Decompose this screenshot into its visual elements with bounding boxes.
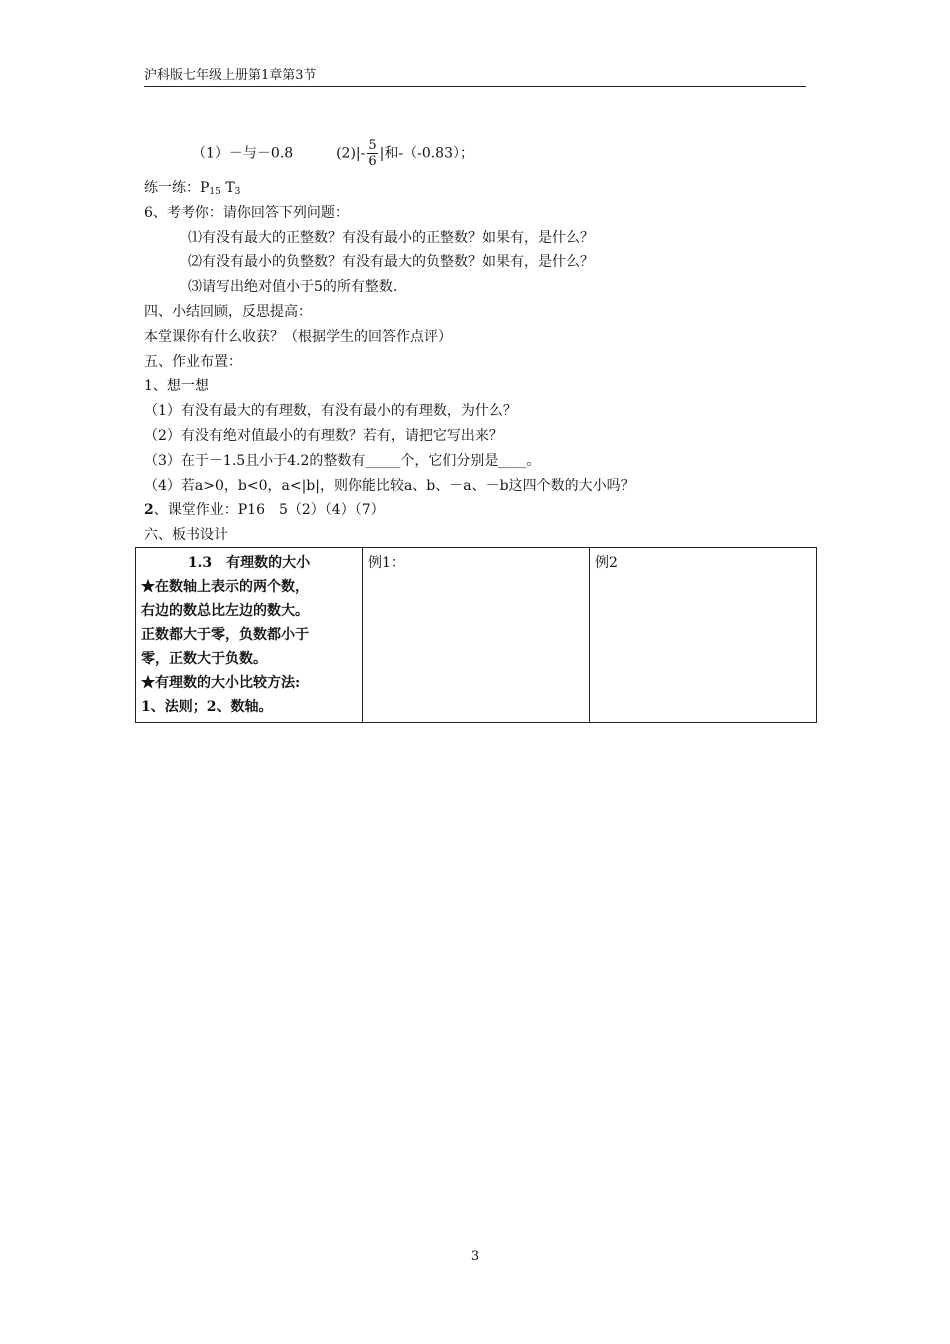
board-line-5: ★有理数的大小比较方法:	[141, 675, 301, 691]
example-part1: （1）－与－0.8	[192, 145, 294, 162]
homework-item-4: （4）若a>0，b<0，a<|b|，则你能比较a、b、－a、－b这四个数的大小吗？	[144, 478, 635, 494]
board-col2-title: 例1：	[368, 555, 405, 571]
board-col-example-2	[590, 548, 817, 723]
homework-item-3: （3）在于－1.5且小于4.2的整数有_____个，它们分别是____。	[144, 453, 541, 469]
think-title: 1、想一想	[144, 378, 209, 394]
fraction	[367, 138, 377, 169]
summary-title: 四、小结回顾，反思提高：	[144, 304, 312, 320]
practice-sub1: 15	[209, 187, 221, 197]
q6-item-2: ⑵有没有最小的负整数？有没有最大的负整数？如果有，是什么？	[188, 254, 594, 270]
q6-item-3: ⑶请写出绝对值小于5的所有整数.	[188, 279, 398, 295]
board-line-2: 右边的数总比左边的数大。	[141, 603, 309, 619]
fraction-denominator: 6	[368, 154, 377, 169]
header-text: 沪科版七年级上册第1章第3节	[144, 68, 317, 83]
board-col-summary	[136, 548, 363, 723]
practice-sub2: 3	[234, 187, 241, 197]
class-work-text: 、课堂作业：P16 5（2）（4）（7）	[153, 502, 385, 518]
homework-item-2: （2）有没有绝对值最小的有理数？若有，请把它写出来？	[144, 428, 503, 444]
class-work-num: 2	[144, 502, 154, 518]
board-col3-title: 例2	[595, 555, 618, 571]
practice-line	[144, 179, 240, 201]
board-col1-title: 1.3 有理数的大小	[187, 555, 311, 571]
board-design-table	[135, 547, 817, 723]
practice-mid: T	[220, 180, 235, 196]
homework-title: 五、作业布置：	[144, 354, 242, 370]
board-line-1: ★在数轴上表示的两个数，	[141, 579, 309, 595]
board-line-4: 零，正数大于负数。	[141, 651, 267, 667]
page-header	[144, 68, 806, 87]
board-line-3: 正数都大于零，负数都小于	[141, 627, 309, 643]
page-number: 3	[470, 1249, 480, 1264]
example-part2-suffix: |和-（-0.83）；	[379, 145, 474, 162]
fraction-numerator: 5	[368, 138, 377, 153]
board-line-6: 1、法则；2、数轴。	[141, 699, 273, 715]
table-row	[136, 548, 817, 723]
q6-title: 6、考考你：请你回答下列问题：	[144, 205, 349, 221]
practice-prefix: 练一练：P	[144, 180, 210, 196]
q6-item-1: ⑴有没有最大的正整数？有没有最小的正整数？如果有，是什么？	[188, 230, 594, 246]
board-col-example-1	[363, 548, 590, 723]
example-part2-prefix: (2)|-	[336, 145, 366, 162]
summary-text: 本堂课你有什么收获？（根据学生的回答作点评）	[144, 329, 452, 345]
board-title: 六、板书设计	[144, 527, 228, 543]
example-line	[192, 138, 474, 169]
homework-item-1: （1）有没有最大的有理数，有没有最小的有理数，为什么？	[144, 403, 517, 419]
class-work-line	[144, 501, 385, 519]
